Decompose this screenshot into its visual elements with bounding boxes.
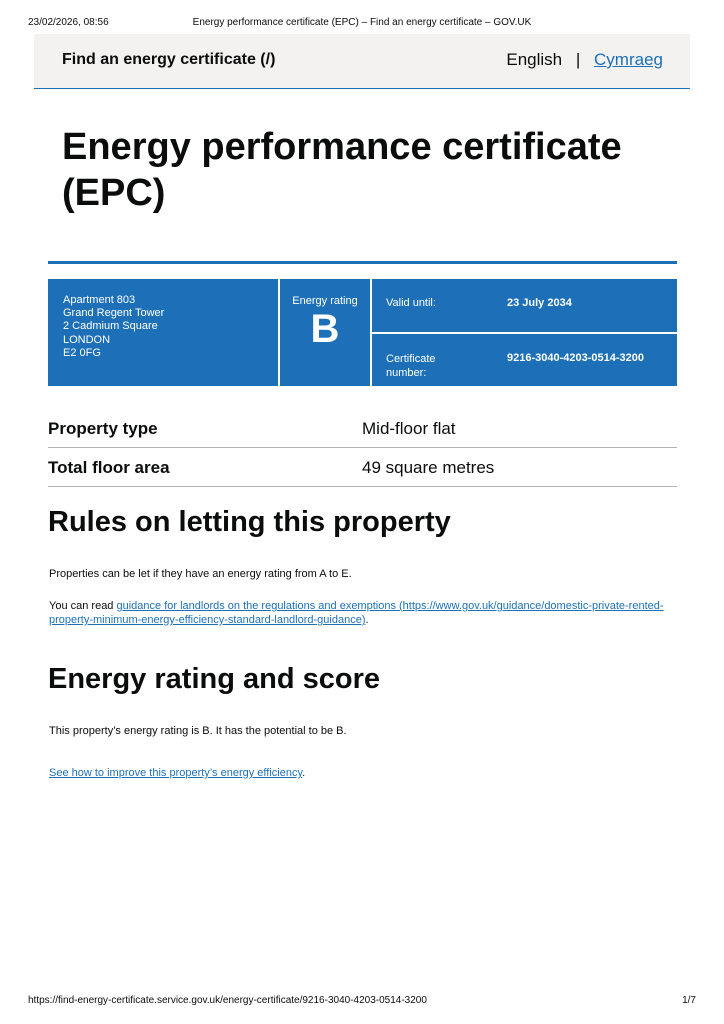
address-line: 2 Cadmium Square (63, 320, 158, 333)
language-english: English (506, 50, 563, 69)
address-line: Grand Regent Tower (63, 307, 165, 320)
improve-suffix: . (302, 767, 306, 779)
rules-heading: Rules on letting this property (48, 506, 451, 538)
service-name-text[interactable]: Find an energy certificate (62, 51, 256, 68)
guidance-suffix: . (365, 614, 369, 626)
page-number: 1/7 (682, 995, 696, 1006)
panel-divider (372, 332, 677, 334)
certificate-number-label: Certificate number: (386, 353, 436, 379)
print-url: https://find-energy-certificate.service.gov.uk/energy-certificate/9216-3040-4203-0514-3200 (28, 995, 427, 1006)
service-header (34, 34, 690, 89)
energy-rating-label: Energy rating (292, 295, 358, 307)
property-address (63, 294, 164, 360)
energy-rating-heading: Energy rating and score (48, 663, 380, 695)
print-footer (28, 995, 696, 1009)
section-divider (48, 261, 677, 264)
summary-value: Mid-floor flat (362, 419, 456, 438)
address-line: E2 0FG (63, 346, 101, 359)
address-line: Apartment 803 (63, 294, 136, 306)
print-header (28, 17, 696, 31)
valid-until-label: Valid until: (386, 297, 436, 309)
certificate-number-value: 9216-3040-4203-0514-3200 (507, 352, 645, 364)
summary-key: Property type (48, 419, 158, 438)
guidance-prefix: You can read (49, 600, 117, 612)
guidance-paragraph (49, 599, 669, 627)
home-link-url: (/) (260, 51, 276, 68)
energy-rating-paragraph: This property’s energy rating is B. It has the potential to be B. (49, 725, 347, 737)
address-line: LONDON (63, 333, 111, 346)
summary-row-floor-area (48, 448, 677, 487)
rules-paragraph: Properties can be let if they have an energy rating from A to E. (49, 568, 352, 580)
valid-until-value: 23 July 2034 (507, 297, 572, 309)
summary-value: 49 square metres (362, 458, 495, 477)
print-date: 23/02/2026, 08:56 (28, 17, 109, 28)
print-document-title: Energy performance certificate (EPC) – Find an energy certificate – GOV.UK (192, 17, 532, 28)
page-title: Energy performance certificate (EPC) (62, 126, 622, 214)
epc-summary-panel (48, 279, 677, 386)
landlord-guidance-link[interactable]: guidance for landlords on the regulations and exemptions (https://www.gov.uk/guidance/domestic-private-rented-property-minimum-energy-efficiency-standard-landlord-guidance) (49, 600, 664, 626)
energy-rating-letter: B (310, 307, 340, 351)
language-cymraeg-link[interactable]: Cymraeg (594, 50, 663, 69)
service-name[interactable] (62, 51, 275, 69)
summary-row-property-type (48, 409, 677, 448)
summary-key: Total floor area (48, 458, 170, 477)
language-separator: | (575, 50, 581, 69)
energy-rating-block (280, 295, 370, 351)
improve-efficiency-link[interactable]: See how to improve this property’s energy efficiency (49, 767, 303, 779)
language-switcher (506, 50, 663, 70)
improve-paragraph (49, 766, 669, 780)
